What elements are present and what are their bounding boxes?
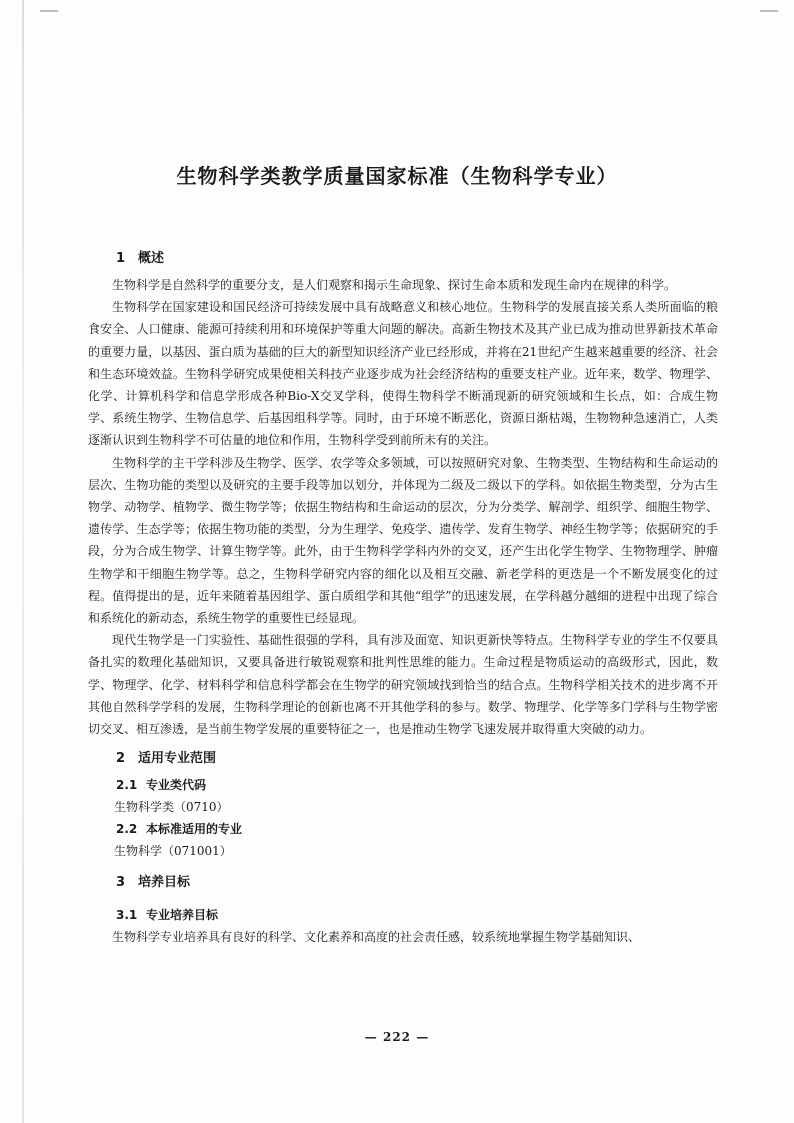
- document-title: 生物科学类教学质量国家标准（生物科学专业）: [176, 164, 618, 188]
- section-title: 培养目标: [138, 875, 191, 891]
- subsection-title: 专业培养目标: [146, 908, 219, 923]
- subsection-heading-3-1: [116, 904, 718, 926]
- subsection-title: 专业类代码: [146, 778, 207, 793]
- subsection-title: 本标准适用的专业: [146, 822, 243, 837]
- subject-code-value: 生物科学类（0710）: [114, 800, 229, 815]
- section-heading-3: [116, 872, 718, 894]
- scan-mark: [40, 10, 58, 12]
- section-heading-1: [116, 248, 718, 270]
- paragraph: 生物科学是自然科学的重要分支，是人们观察和揭示生命现象、探讨生命本质和发现生命内在规律的科学。: [112, 278, 677, 292]
- subsection-heading-2-2: [116, 818, 718, 840]
- paragraph: 生物科学在国家建设和国民经济可持续发展中具有战略意义和核心地位。生物科学的发展直接关系人类所面临的粮食安全、人口健康、能源可持续利用和环境保护等重大问题的解决。高新生物技术及其产业已成为推动世界新技术革命的重要力量，以基因、蛋白质为基础的巨大的新型知识经济产业已经形成，并将在21世纪产生越来越重要的经济、社会和生态环境效益。生物科学研究成果使相关科技产业逐步成为社会经济结构的重要支柱产业。近年来，数学、物理学、化学、计算机科学和信息学形成各种Bio-X交叉学科，使得生物科学不断涌现新的研究领域和生长点，如：合成生物学、系统生物学、生物信息学、后基因组科学等。同时，由于环境不断恶化，资源日渐枯竭，生物物种急速消亡，人类逐渐认识到生物科学不可估量的地位和作用，生物科学受到前所未有的关注。: [88, 300, 718, 448]
- section-number: 1: [116, 251, 126, 266]
- paragraph: 生物科学专业培养具有良好的科学、文化素养和高度的社会责任感，较系统地掌握生物学基础知识、: [112, 930, 641, 945]
- section-heading-2: [116, 748, 718, 770]
- scan-mark: [760, 10, 778, 12]
- paragraph: 生物科学的主干学科涉及生物学、医学、农学等众多领域，可以按照研究对象、生物类型、生物结构和生命运动的层次、生物功能的类型以及研究的主要手段等加以划分，并体现为二级及二级以下的学科。如依据生物类型，分为古生物学、动物学、植物学、微生物学等；依据生物结构和生命运动的层次，分为分类学、解剖学、组织学、细胞生物学、遗传学、生态学等；依据生物功能的类型，分为生理学、免疫学、遗传学、发育生物学、神经生物学等；依据研究的手段，分为合成生物学、计算生物学等。此外，由于生物科学学科内外的交叉，还产生出化学生物学、生物物理学、肿瘤生物学和干细胞生物学等。总之，生物科学研究内容的细化以及相互交融、新老学科的更迭是一个不断发展变化的过程。值得提出的是，近年来随着基因组学、蛋白质组学和其他“组学”的迅速发展，在学科越分越细的进程中出现了综合和系统化的新动态，系统生物学的重要性已经显现。: [88, 455, 718, 626]
- subsection-number: 2.1: [116, 778, 138, 793]
- subsection-number: 2.2: [116, 822, 138, 837]
- major-code-value: 生物科学（071001）: [114, 844, 232, 859]
- subsection-number: 3.1: [116, 908, 138, 923]
- document-body: [88, 248, 718, 948]
- paragraph: 现代生物学是一门实验性、基础性很强的学科，具有涉及面宽、知识更新快等特点。生物科学专业的学生不仅要具备扎实的数理化基础知识，又要具备进行敏锐观察和批判性思维的能力。生命过程是物质运动的高级形式，因此，数学、物理学、化学、材料科学和信息科学都会在生物学的研究领域找到恰当的结合点。生物科学相关技术的进步离不开其他自然科学学科的发展，生物科学理论的创新也离不开其他学科的参与。数学、物理学、化学等多门学科与生物学密切交叉、相互渗透，是当前生物学发展的重要特征之一，也是推动生物学飞速发展并取得重大突破的动力。: [88, 633, 718, 737]
- section-number: 2: [116, 751, 126, 767]
- section-title: 适用专业范围: [138, 751, 217, 767]
- section-title: 概述: [138, 251, 165, 266]
- subsection-heading-2-1: [116, 774, 718, 796]
- section-number: 3: [116, 875, 126, 891]
- page-number: — 222 —: [364, 1030, 430, 1044]
